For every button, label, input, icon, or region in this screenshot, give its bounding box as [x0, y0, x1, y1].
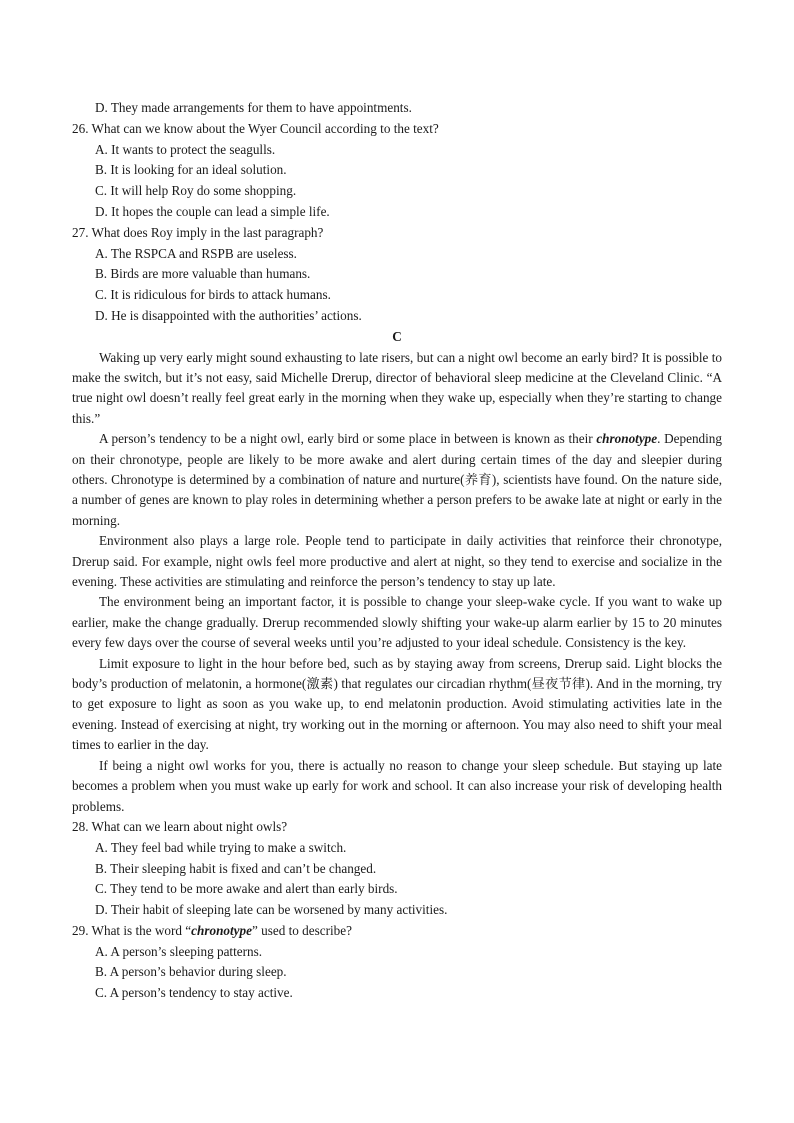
- q28-option-d: D. Their habit of sleeping late can be worsened by many activities.: [95, 902, 448, 918]
- q28-stem: 28. What can we learn about night owls?: [72, 818, 288, 834]
- q28-option-a: A. They feel bad while trying to make a switch.: [95, 839, 347, 855]
- q26-option-a: A. It wants to protect the seagulls.: [95, 141, 276, 157]
- q27-option-d: D. He is disappointed with the authorities’ actions.: [95, 307, 362, 323]
- passage-paragraph-3: Environment also plays a large role. People tend to participate in daily activities that reinforce their chronotype, Drerup said. For example, night owls feel more productive and alert at night, so they tend to exercise and socialize in the evening. These activities are stimulating and reinforce the person’s tendency to stay up late.: [72, 533, 722, 590]
- q27-stem: 27. What does Roy imply in the last paragraph?: [72, 224, 324, 240]
- passage-c: [72, 348, 722, 817]
- paragraph-2-text-end: . Depending on their chronotype, people are likely to be more awake and alert during certain times of the day and sleepier during others. Chronotype is determined by a combination of nature and nurture(养育), scientists have found. On the nature side, a number of genes are known to play roles in determining whether a person prefers to be awake late at night or early in the morning.: [72, 431, 722, 528]
- q29-option-b: B. A person’s behavior during sleep.: [95, 964, 287, 980]
- q26-option-c: C. It will help Roy do some shopping.: [95, 183, 297, 199]
- passage-paragraph-6: If being a night owl works for you, there is actually no reason to change your sleep schedule. But staying up late becomes a problem when you must wake up early for work and school. It can also increase your risk of developing health problems.: [72, 757, 722, 814]
- q25-option-d: D. They made arrangements for them to have appointments.: [95, 100, 412, 115]
- question-28: [72, 817, 722, 921]
- q29-stem-start: 29. What is the word “: [72, 922, 192, 938]
- passage-paragraph-2: [72, 429, 722, 531]
- q29-option-a: A. A person’s sleeping patterns.: [95, 943, 263, 959]
- q27-option-b: B. Birds are more valuable than humans.: [95, 266, 311, 282]
- q26-option-d: D. It hopes the couple can lead a simple life.: [95, 203, 330, 219]
- q29-chronotype-term: chronotype: [191, 922, 252, 938]
- passage-paragraph-1: Waking up very early might sound exhausting to late risers, but can a night owl become an early bird? It is possible to make the switch, but it’s not easy, said Michelle Drerup, director of behavioral sleep medicine at the Cleveland Clinic. “A true night owl doesn’t really feel great early in the morning when they wake up, especially when they’re starting to change this.”: [72, 349, 722, 426]
- q28-option-c: C. They tend to be more awake and alert than early birds.: [95, 881, 398, 897]
- q29-stem-end: ” used to describe?: [251, 922, 352, 938]
- chronotype-term: chronotype: [596, 431, 658, 447]
- q27-option-c: C. It is ridiculous for birds to attack humans.: [95, 287, 331, 303]
- q26-option-b: B. It is looking for an ideal solution.: [95, 162, 287, 178]
- question-block-25-27: [72, 98, 722, 327]
- section-heading: C: [392, 328, 402, 344]
- q28-option-b: B. Their sleeping habit is fixed and can’t be changed.: [95, 860, 377, 876]
- question-29: [72, 921, 722, 1004]
- passage-paragraph-5: Limit exposure to light in the hour before bed, such as by staying away from screens, Drerup said. Light blocks the body’s production of melatonin, a hormone(激素) that regulates our circadian rhythm(昼夜节律). And in the morning, try to get exposure to light as soon as you wake up, to end melatonin production. Avoid stimulating activities late in the evening. Instead of exercising at night, try working out in the morning or afternoon. You may also need to shift your meal times to earlier in the day.: [72, 655, 722, 753]
- q29-option-c: C. A person’s tendency to stay active.: [95, 985, 293, 1001]
- paragraph-2-text-start: A person’s tendency to be a night owl, early bird or some place in between is known as their: [99, 431, 597, 447]
- q26-stem: 26. What can we know about the Wyer Council according to the text?: [72, 120, 439, 136]
- exam-page: [72, 98, 722, 1004]
- q27-option-a: A. The RSPCA and RSPB are useless.: [95, 245, 297, 261]
- q29-stem: [72, 921, 722, 942]
- passage-paragraph-4: The environment being an important factor, it is possible to change your sleep-wake cycle. If you want to wake up earlier, make the change gradually. Drerup recommended slowly shifting your wake-up alarm earlier by 15 to 20 minutes every few days over the course of several weeks until you’re adjusted to your ideal schedule. Consistency is the key.: [72, 594, 722, 651]
